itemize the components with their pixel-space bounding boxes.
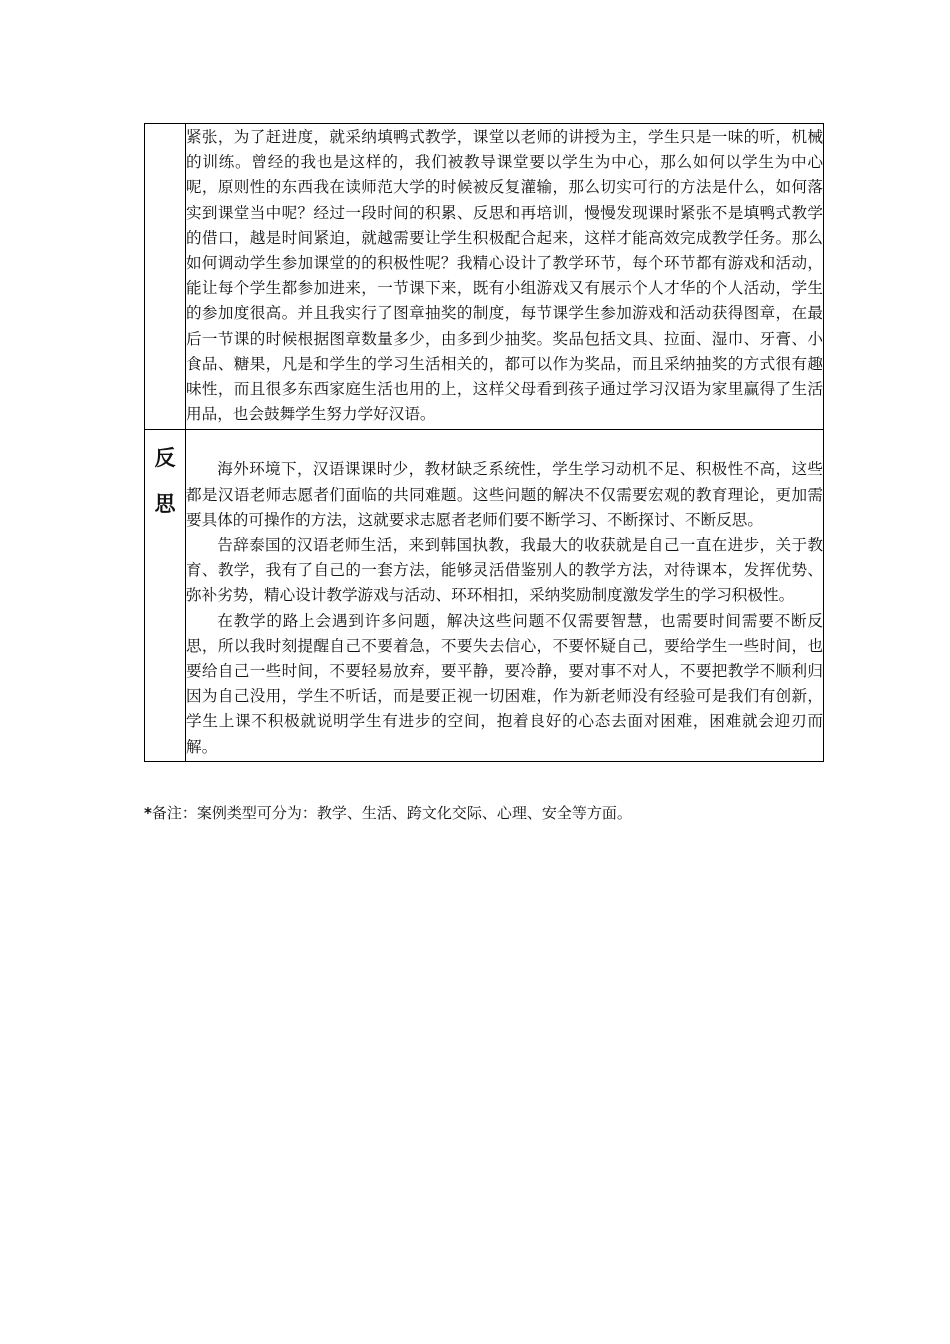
case-report-table xyxy=(144,123,824,762)
reflection-row xyxy=(145,430,824,761)
case-label xyxy=(145,124,185,129)
reflection-content-cell xyxy=(186,430,824,761)
reflection-label xyxy=(145,430,185,527)
case-label-cell xyxy=(145,124,186,430)
reflection-label-char-2: 思 xyxy=(154,492,176,517)
reflection-paragraph-1: 海外环境下，汉语课课时少，教材缺乏系统性，学生学习动机不足、积极性不高，这些都是汉语老师志愿者们面临的共同难题。这些问题的解决不仅需要宏观的教育理论，更加需要具体的可操作的方法，这就要求志愿者老师们要不断学习、不断探讨、不断反思。 xyxy=(186,460,823,529)
footnote xyxy=(144,802,632,824)
reflection-label-cell xyxy=(145,430,186,761)
reflection-paragraph-3: 在教学的路上会遇到许多问题，解决这些问题不仅需要智慧，也需要时间需要不断反思，所以我时刻提醒自己不要着急，不要失去信心，不要怀疑自己，要给学生一些时间，也要给自己一些时间，不要轻易放弃，要平静，要冷静，要对事不对人，不要把教学不顺利归因为自己没用，学生不听话，而是要正视一切困难，作为新老师没有经验可是我们有创新，学生上课不积极就说明学生有进步的空间，抱着良好的心态去面对困难，困难就会迎刃而解。 xyxy=(186,611,823,756)
reflection-label-char-1: 反 xyxy=(154,446,176,471)
case-paragraph: 紧张，为了赶进度，就采纳填鸭式教学，课堂以老师的讲授为主，学生只是一味的听，机械的训练。曾经的我也是这样的，我们被教导课堂要以学生为中心，那么如何以学生为中心呢，原则性的东西我在读师范大学的时候被反复灌输，那么切实可行的方法是什么，如何落实到课堂当中呢？经过一段时间的积累、反思和再培训，慢慢发现课时紧张不是填鸭式教学的借口，越是时间紧迫，就越需要让学生积极配合起来，这样才能高效完成教学任务。那么如何调动学生参加课堂的的积极性呢？我精心设计了教学环节，每个环节都有游戏和活动，能让每个学生都参加进来，一节课下来，既有小组游戏又有展示个人才华的个人活动，学生的参加度很高。并且我实行了图章抽奖的制度，每节课学生参加游戏和活动获得图章，在最后一节课的时候根据图章数量多少，由多到少抽奖。奖品包括文具、拉面、湿巾、牙膏、小食品、糖果，凡是和学生的学习生活相关的，都可以作为奖品，而且采纳抽奖的方式很有趣味性，而且很多东西家庭生活也用的上，这样父母看到孩子通过学习汉语为家里赢得了生活用品，也会鼓舞学生努力学好汉语。 xyxy=(186,128,823,424)
reflection-paragraph-2: 告辞泰国的汉语老师生活，来到韩国执教，我最大的收获就是自己一直在进步，关于教育、教学，我有了自己的一套方法，能够灵活借鉴别人的教学方法，对待课本，发挥优势、弥补劣势，精心设计教学游戏与活动、环环相扣，采纳奖励制度激发学生的学习积极性。 xyxy=(186,536,823,605)
footnote-asterisk: * xyxy=(144,804,152,822)
case-content-row xyxy=(145,124,824,430)
case-content-cell xyxy=(186,124,824,430)
footnote-text: 备注：案例类型可分为：教学、生活、跨文化交际、心理、安全等方面。 xyxy=(151,804,632,822)
